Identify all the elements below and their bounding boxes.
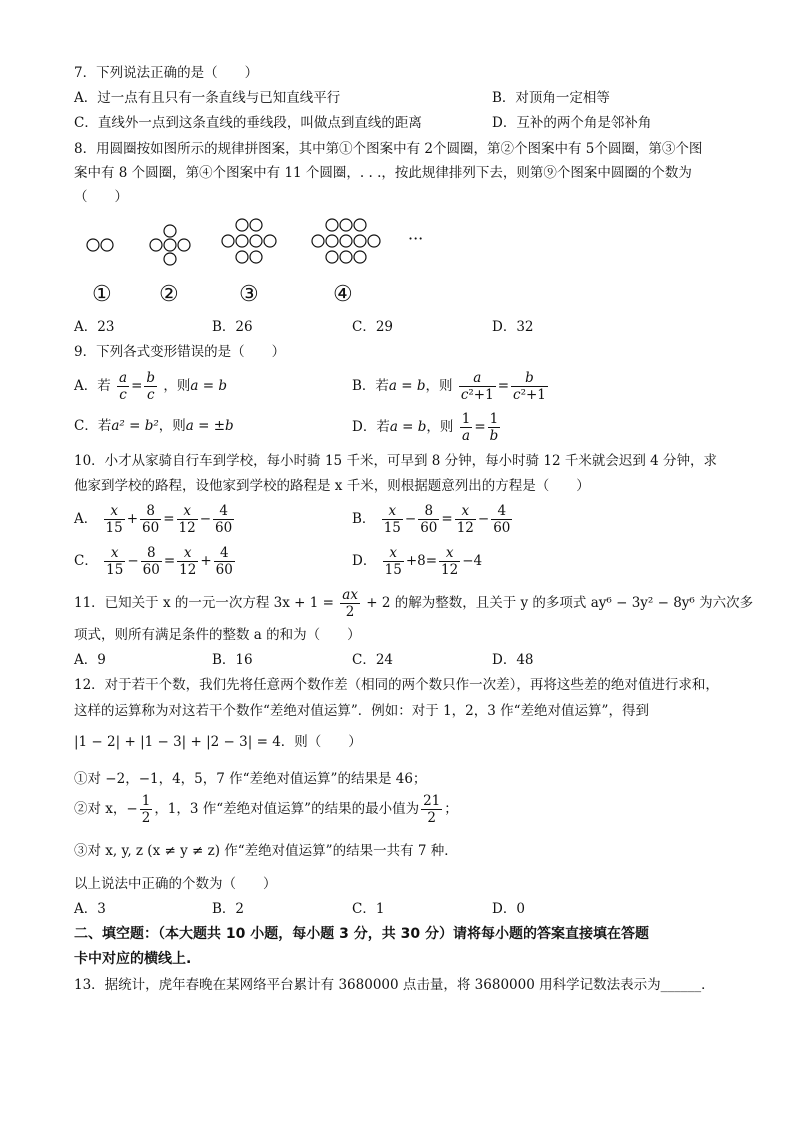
q9-option-a: A．若 $\frac{a}{c}$ = $\frac{b}{c}$ ，则a = b [74, 370, 227, 403]
q12-statement-2: ②对 x，− $\frac{1}{2}$ ，1，3 作“差绝对值运算”的结果的最小值为 $\frac{21}{2}$ ； [74, 793, 458, 826]
q8-label-1: ① [92, 282, 112, 307]
q10-option-a: A． $\frac{x}{15}$ + $\frac{8}{60}$ = $\frac{x}{12}$ − $\frac{4}{60}$ [74, 503, 233, 536]
q7-option-b: B．对顶角一定相等 [492, 90, 610, 106]
q7-stem: 7．下列说法正确的是（ ） [74, 65, 259, 81]
q8-circle-pattern-figure [80, 214, 440, 274]
section-2-heading-line2: 卡中对应的横线上. [74, 951, 192, 967]
q7-option-c: C．直线外一点到这条直线的垂线段，叫做点到直线的距离 [74, 115, 422, 131]
q10-option-c: C． $\frac{x}{15}$ − $\frac{8}{60}$ = $\frac{x}{12}$ + $\frac{4}{60}$ [74, 545, 233, 578]
q8-option-d: D．32 [492, 319, 534, 335]
q9-stem: 9．下列各式变形错误的是（ ） [74, 344, 286, 360]
q8-ellipsis: ··· [408, 229, 424, 248]
q12-option-d: D．0 [492, 901, 525, 917]
q11-line2: 项式，则所有满足条件的整数 a 的和为（ ） [74, 627, 361, 643]
q11-option-b: B．16 [212, 652, 253, 668]
q10-option-b: B． $\frac{x}{15}$ − $\frac{8}{60}$ = $\frac{x}{12}$ − $\frac{4}{60}$ [352, 503, 511, 536]
q12-option-a: A．3 [74, 901, 106, 917]
q8-line1: 8．用圆圈按如图所示的规律拼图案，其中第①个图案中有 2个圆圈，第②个图案中有 5个圆圈，第③个图 [74, 141, 703, 157]
q10-line2: 他家到学校的路程，设他家到学校的路程是 x 千米，则根据题意列出的方程是（ ） [74, 478, 590, 494]
q12-statement-3: ③对 x, y, z (x ≠ y ≠ z) 作“差绝对值运算”的结果一共有 7 种． [74, 843, 458, 859]
q7-option-a: A．过一点有且只有一条直线与已知直线平行 [74, 90, 341, 106]
q12-statement-1: ①对 −2，−1，4，5，7 作“差绝对值运算”的结果是 46； [74, 771, 427, 787]
q12-option-b: B．2 [212, 901, 245, 917]
q11-option-a: A．9 [74, 652, 106, 668]
q8-line3: （ ） [74, 189, 128, 205]
q10-option-d: D． $\frac{x}{15}$ +8= $\frac{x}{12}$ −4 [352, 545, 483, 578]
q11-line1: 11．已知关于 x 的一元一次方程 3x + 1 = $\frac{ax}{2}$ + 2 的解为整数，且关于 y 的多项式 ay⁶ − 3y² − 8y⁶ 为六次多 [74, 587, 754, 620]
q12-option-c: C．1 [352, 901, 385, 917]
q12-line2: 这样的运算称为对这若干个数作“差绝对值运算”．例如：对于 1，2，3 作“差绝对值运算”，得到 [74, 703, 649, 719]
q8-option-a: A．23 [74, 319, 115, 335]
q9-option-d: D．若a = b，则 $\frac{1}{a}$ = $\frac{1}{b}$ [352, 411, 499, 444]
q9-option-c: C．若a² = b²，则a = ±b [74, 418, 234, 434]
q10-line1: 10．小才从家骑自行车到学校，每小时骑 15 千米，可早到 8 分钟，每小时骑 12 千米就会迟到 4 分钟，求 [74, 453, 718, 469]
q12-ask: 以上说法中正确的个数为（ ） [74, 876, 277, 892]
q12-line1: 12．对于若干个数，我们先将任意两个数作差（相同的两个数只作一次差），再将这些差的绝对值进行求和， [74, 677, 719, 693]
q13-text: 13．据统计，虎年春晚在某网络平台累计有 3680000 点击量，将 3680000 用科学记数法表示为______． [74, 977, 715, 993]
q12-line3: |1 − 2| + |1 − 3| + |2 − 3| = 4．则（ ） [74, 734, 362, 750]
q11-option-c: C．24 [352, 652, 394, 668]
q8-option-b: B．26 [212, 319, 253, 335]
q11-option-d: D．48 [492, 652, 534, 668]
q7-option-d: D．互补的两个角是邻补角 [492, 115, 652, 131]
q8-label-2: ② [159, 282, 179, 307]
q8-label-4: ④ [333, 282, 353, 307]
q9-option-b: B．若a = b，则 $\frac{a}{\text{c²+1}}$ = $\frac{b}{\text{c²+1}}$ [352, 370, 546, 403]
q8-label-3: ③ [239, 282, 259, 307]
q8-line2: 案中有 8 个圆圈，第④个图案中有 11 个圆圈，. . .，按此规律排列下去，则第⑨个图案中圆圈的个数为 [74, 165, 692, 181]
section-2-heading-line1: 二、填空题：（本大题共 10 小题，每小题 3 分，共 30 分）请将每小题的答案直接填在答题 [74, 926, 649, 942]
q8-option-c: C．29 [352, 319, 394, 335]
